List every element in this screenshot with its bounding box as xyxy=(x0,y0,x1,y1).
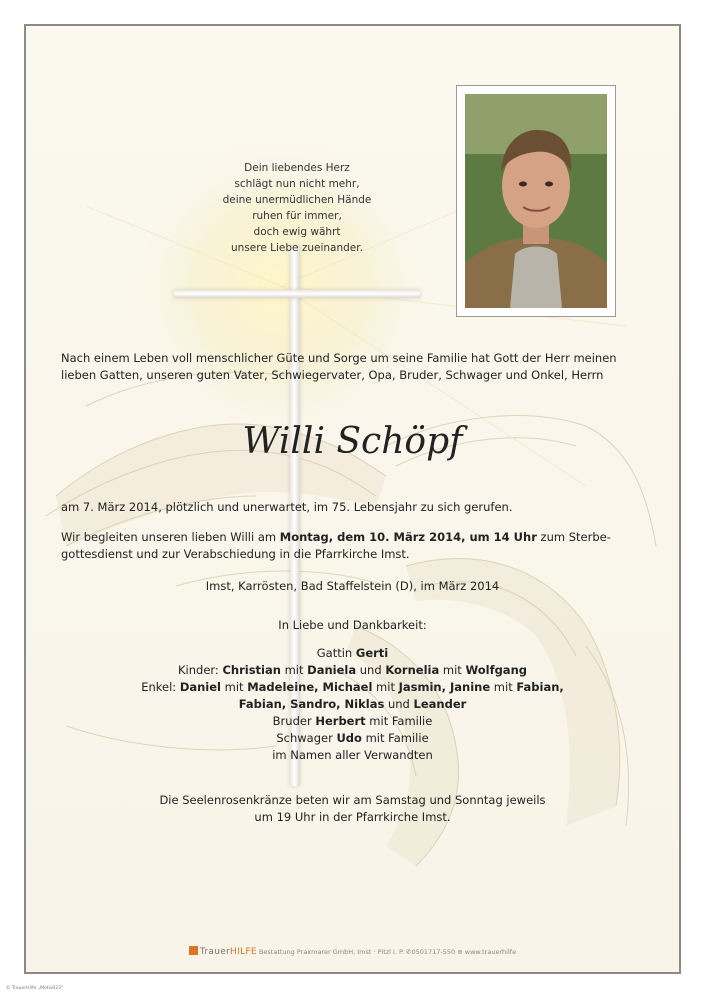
family-line-wife: Gattin Gerti xyxy=(316,646,389,660)
memorial-poem xyxy=(174,160,420,256)
place-date: Imst, Karrösten, Bad Staffelstein (D), im März 2014 xyxy=(205,579,500,593)
intro-line: lieben Gatten, unseren guten Vater, Schwiegervater, Opa, Bruder, Schwager und Onkel, Herrn xyxy=(61,368,604,382)
poem-line: Dein liebendes Herz xyxy=(244,162,350,174)
poem-line: unsere Liebe zueinander. xyxy=(231,242,363,254)
ceremony-text: zum Sterbe- xyxy=(536,530,611,544)
obituary-frame xyxy=(24,24,681,974)
footer xyxy=(26,946,679,957)
copyright-note: © TrauerHilfe „Motiv023“ xyxy=(6,986,64,991)
poem-line: deine unermüdlichen Hände xyxy=(222,194,372,206)
thanks-line: In Liebe und Dankbarkeit: xyxy=(278,618,427,632)
rosary-line: um 19 Uhr in der Pfarrkirche Imst. xyxy=(254,810,451,824)
rosary-notice xyxy=(26,792,679,826)
death-notice: am 7. März 2014, plötzlich und unerwartet, im 75. Lebensjahr zu sich gerufen. xyxy=(61,500,513,514)
family-line-brother-in-law: Schwager Udo mit Familie xyxy=(276,731,429,745)
poem-line: schlägt nun nicht mehr, xyxy=(234,178,360,190)
intro-text xyxy=(61,350,651,384)
deceased-name: Willi Schöpf xyxy=(242,421,463,462)
family-line-children: Kinder: Christian mit Daniela und Kornelia mit Wolfgang xyxy=(178,663,527,677)
funeral-details xyxy=(61,529,651,563)
ceremony-text: gottesdienst und zur Verabschiedung in die Pfarrkirche Imst. xyxy=(61,547,410,561)
family-line-grandchildren-2: Fabian, Sandro, Niklas und Leander xyxy=(238,697,467,711)
rosary-line: Die Seelenrosenkränze beten wir am Samstag und Sonntag jeweils xyxy=(159,793,546,807)
brand-name: TrauerHILFE xyxy=(199,947,257,957)
portrait-photo xyxy=(456,85,616,317)
cross-horizontal-beam xyxy=(174,290,420,298)
ceremony-date: Montag, dem 10. März 2014, um 14 Uhr xyxy=(279,530,537,544)
ceremony-text: Wir begleiten unseren lieben Willi am xyxy=(61,530,280,544)
trauerhilfe-logo-icon xyxy=(189,946,198,955)
poem-line: doch ewig währt xyxy=(253,226,341,238)
portrait-image xyxy=(465,94,607,308)
poem-line: ruhen für immer, xyxy=(252,210,342,222)
family-line-grandchildren: Enkel: Daniel mit Madeleine, Michael mit Jasmin, Janine mit Fabian, xyxy=(141,680,564,694)
family-list xyxy=(26,645,679,764)
family-line-relatives: im Namen aller Verwandten xyxy=(272,748,433,762)
footer-details: Bestattung Praxmarer GmbH, Imst · Pitzl i. P. ✆0501717-550 ⊕ www.trauerhilfe xyxy=(258,948,517,956)
family-line-brother: Bruder Herbert mit Familie xyxy=(272,714,433,728)
intro-line: Nach einem Leben voll menschlicher Güte und Sorge um seine Familie hat Gott der Herr meinen xyxy=(61,351,617,365)
